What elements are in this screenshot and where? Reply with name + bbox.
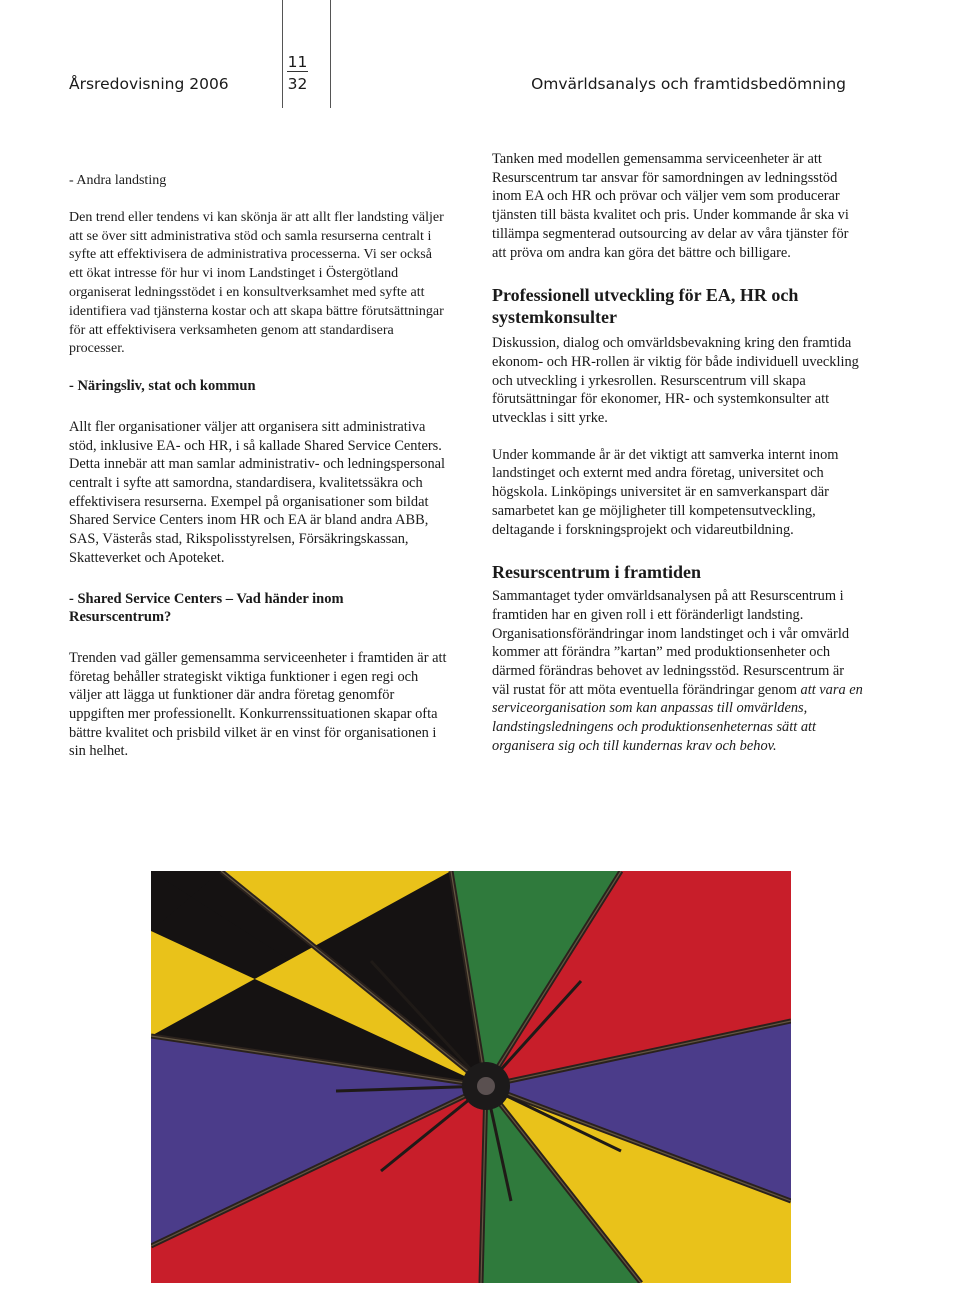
paragraph-part: Vi ser också ett ökat intresse för hur vi inom Landstinget i Östergötland organiserat ledningsstödet i en konsultverksamhet med syfte att identifiera vad tjänsterna kostar och att skapa bättre förutsättningar för att effektivisera verksamheten genom att standardisera processer. <box>69 247 444 357</box>
heading-professionell-utveckling: Professionell utveckling för EA, HR och systemkonsulter <box>492 285 799 328</box>
header-report-title: Årsredovisning 2006 <box>69 75 229 93</box>
heading-resurscentrum-framtiden: Resurscentrum i framtiden <box>492 562 701 583</box>
heading-andra-landsting: - Andra landsting <box>69 173 167 188</box>
paragraph-naringsliv: Allt fler organisationer väljer att organisera sitt administrativa stöd, inklusive EA- och HR, i så kallade Shared Service Centers. Detta innebär att man samlar administrativ- och ledningspersonal centralt i syfte att samordna, standardisera, kvalitetssäkra och effektivisera resurserna. Exempel på organisationer som bildat Shared Service Centers inom HR och EA är bland andra ABB, SAS, Västerås stad, Rikspolisstyrelsen, Försäkringskassan, Skatteverket och Apoteket. <box>69 418 446 566</box>
paragraph-italic-part: att vara en serviceorganisation som kan anpassas till omvärldens, landstingsledningens och produktionsenheternas sätt att organisera sig och till kundernas krav och behov. <box>492 681 863 754</box>
right-column <box>492 150 864 756</box>
page-number-bottom: 32 <box>287 75 308 93</box>
paragraph-diskussion: Diskussion, dialog och omvärldsbevakning kring den framtida ekonom- och HR-rollen är viktig för både individuell uveckling och utveckling i yrkesrollen. Resurscentrum vill skapa förutsättningar för ekonomer, HR- och systemkonsulter att utvecklas i sitt yrke. <box>492 335 859 427</box>
umbrella-photo <box>151 871 791 1283</box>
left-column <box>69 172 449 761</box>
paragraph-andra-landsting <box>69 209 449 359</box>
heading-naringsliv: - Näringsliv, stat och kommun <box>69 378 256 395</box>
heading-shared-service: - Shared Service Centers – Vad händer inom Resurscentrum? <box>69 590 344 626</box>
page-number-top: 11 <box>287 53 308 71</box>
paragraph-part: Den trend eller tendens vi kan skönja är att allt fler landsting väljer att se över sitt administrativa stöd och samla resurserna centralt i syfte att effektivisera de administrativa processerna. <box>69 209 444 263</box>
header-section-title: Omvärldsanalys och framtidsbedömning <box>531 75 846 93</box>
paragraph-part: Sammantaget tyder omvärldsanalysen på att Resurscentrum i framtiden har en given roll i ett föränderligt landsting. Organisationsförändringar inom landstinget och i vår omvärld kommer att förändra ”kartan” med produktionsenheter och därmed förändras behovet av ledningsstöd. Resurscentrum är väl rustat för att möta eventuella förändringar genom <box>492 588 850 698</box>
paragraph-modellen: Tanken med modellen gemensamma serviceenheter är att Resurscentrum tar ansvar för samordningen av ledningsstöd inom EA och HR och prövar och väljer vem som producerar tjänsten till bästa kvalitet och pris. Under kommande år ska vi tillämpa segmenterad outsourcing av delar av våra tjänster för att pröva om andra kan göra det bättre och billigare. <box>492 151 849 261</box>
umbrella-canopy <box>151 871 791 1283</box>
paragraph-samverka: Under kommande år är det viktigt att samverka internt inom landstinget och externt med andra företag, universitet och högskola. Linköpings universitet är en samverkanspart där samarbetet kan ge möjligheter till kompetensutveckling, deltagande i forskningsprojekt och vidareutbildning. <box>492 446 839 538</box>
paragraph-sammantaget <box>492 587 864 755</box>
umbrella-hub-center <box>477 1077 495 1095</box>
paragraph-shared-service: Trenden vad gäller gemensamma serviceenheter i framtiden är att företag behåller strategiskt viktiga funktioner i egen regi och väljer att lägga ut funktioner där andra företag genomför uppgiften mer professionellt. Konkurrenssituationen skapar ofta bättre kvalitet och prisbild vilket är en vinst för organisationen i sin helhet. <box>69 649 447 760</box>
page-header <box>0 0 960 110</box>
